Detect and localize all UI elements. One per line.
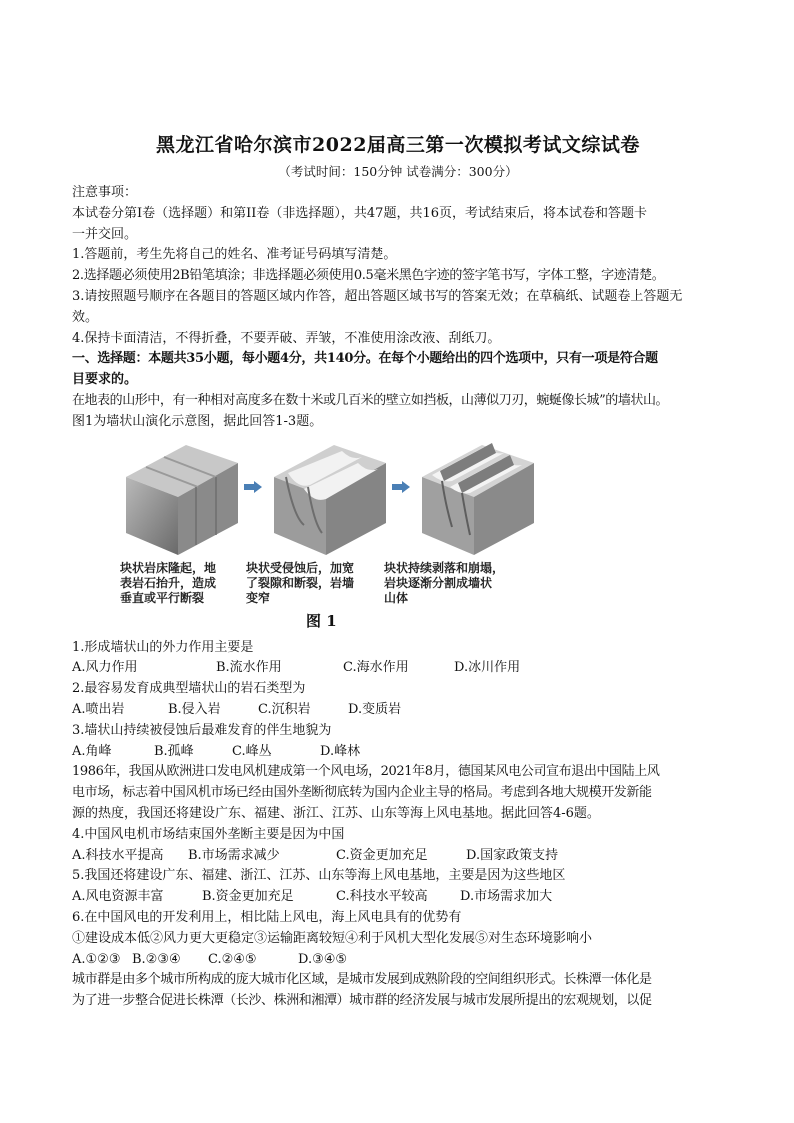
option-c: C.沉积岩 [258,701,311,717]
question-stem: 1.形成墙状山的外力作用主要是 [72,639,254,655]
option-b: B.流水作用 [216,660,282,676]
notice-line: 3.请按照题号顺序在各题目的答题区域内作答，超出答题区域书写的答案无效；在草稿纸、试题卷上答题无 [72,288,683,304]
passage-line: 城市群是由多个城市所构成的庞大城市化区域，是城市发展到成熟阶段的空间组织形式。长株潭一体化是 [72,972,652,988]
arrow-right-icon [244,481,262,493]
option-b: B.②③④ [132,951,181,967]
question-stem: 3.墙状山持续被侵蚀后最难发育的伴生地貌为 [72,722,332,738]
question-stem: 2.最容易发育成典型墙状山的岩石类型为 [72,681,306,697]
figure-caption: 块状持续剥落和崩塌， 岩块逐渐分割成墙状 山体 [384,560,505,605]
notice-line: 效。 [72,309,99,325]
figure-caption: 块状受侵蚀后，加宽 了裂隙和断裂，岩墙 变窄 [246,560,355,605]
notice-line: 一并交回。 [72,226,138,242]
option-c: C.海水作用 [343,660,409,676]
option-b: B.侵入岩 [168,701,221,717]
notice-line: 2.选择题必须使用2B铅笔填涂；非选择题必须使用0.5毫米黑色字迹的签字笔书写，字体工整，字迹清楚。 [72,268,665,284]
question-stem: 4.中国风电机市场结束国外垄断主要是因为中国 [72,826,345,842]
question-options [72,887,724,908]
option-a: A.①②③ [72,951,121,967]
option-d: D.峰林 [320,743,361,759]
question-options [72,742,724,763]
question-options [72,950,724,971]
notice-heading: 注意事项： [72,185,138,200]
option-a: A.科技水平提高 [72,847,164,863]
page-title: 黑龙江省哈尔滨市2022届高三第一次模拟考试文综试卷 [156,134,640,156]
notice-line: 4.保持卡面清洁，不得折叠，不要弄破、弄皱，不准使用涂改液、刮纸刀。 [72,330,501,346]
notice-line: 本试卷分第I卷（选择题）和第II卷（非选择题），共47题，共16页，考试结束后，将本试卷和答题卡 [72,205,647,221]
option-a: A.风力作用 [72,660,138,676]
passage-line: 源的热度，我国还将建设广东、福建、浙江、江苏、山东等海上风电基地。据此回答4-6题。 [72,805,600,821]
option-a: A.风电资源丰富 [72,889,164,905]
exam-body [72,183,724,1012]
question-stem: 5.我国还将建设广东、福建、浙江、江苏、山东等海上风电基地，主要是因为这些地区 [72,868,566,884]
section-heading: 目要求的。 [72,372,138,388]
option-d: D.市场需求加大 [460,889,553,905]
question-options [72,658,724,679]
option-c: C.资金更加充足 [336,847,428,863]
question-stem: 6.在中国风电的开发利用上，相比陆上风电，海上风电具有的优势有 [72,909,462,925]
question-statements: ①建设成本低②风力更大更稳定③运输距离较短④利于风机大型化发展⑤对生态环境影响小 [72,930,593,946]
passage-line: 在地表的山形中，有一种相对高度多在数十米或几百米的壁立如挡板，山薄似刀刃，蜿蜒像长城”的墙状山。 [72,392,669,408]
option-d: D.国家政策支持 [466,847,559,863]
option-d: D.③④⑤ [298,951,348,967]
figure-caption: 块状岩床隆起，地 表岩石抬升，造成 垂直或平行断裂 [120,560,217,605]
option-a: A.角峰 [72,743,112,759]
option-b: B.资金更加充足 [202,889,294,905]
rock-block-illustration [116,437,246,562]
eroded-block-illustration [264,437,394,562]
option-b: B.市场需求减少 [188,847,280,863]
passage-line: 1986年，我国从欧洲进口发电风机建成第一个风电场，2021年8月，德国某风电公司宣布退出中国陆上风 [72,764,660,780]
question-options [72,700,724,721]
option-b: B.孤峰 [154,743,194,759]
option-d: D.冰川作用 [454,660,521,676]
notice-line: 1.答题前，考生先将自己的姓名、准考证号码填写清楚。 [72,247,397,263]
wall-mountain-figure [72,433,724,638]
exam-duration-info: （考试时间：150分钟 试卷满分：300分） [278,164,518,179]
option-c: C.②④⑤ [208,951,257,967]
section-heading: 一、选择题：本题共35小题，每小题4分，共140分。在每个小题给出的四个选项中，只有一项是符合题 [72,351,658,367]
figure-label: 图 1 [306,611,337,630]
option-d: D.变质岩 [348,701,402,717]
passage-line: 电市场，标志着中国风机市场已经由国外垄断彻底转为国内企业主导的格局。考虑到各地大规模开发新能 [72,785,652,801]
passage-line: 为了进一步整合促进长株潭（长沙、株洲和湘潭）城市群的经济发展与城市发展所提出的宏观规划，以促 [72,993,652,1009]
option-a: A.喷出岩 [72,701,125,717]
arrow-right-icon [392,481,410,493]
passage-line: 图1为墙状山演化示意图，据此回答1-3题。 [72,413,323,429]
question-options [72,846,724,867]
wall-mountain-illustration [412,437,542,562]
option-c: C.峰丛 [232,743,272,759]
option-c: C.科技水平较高 [336,889,428,905]
